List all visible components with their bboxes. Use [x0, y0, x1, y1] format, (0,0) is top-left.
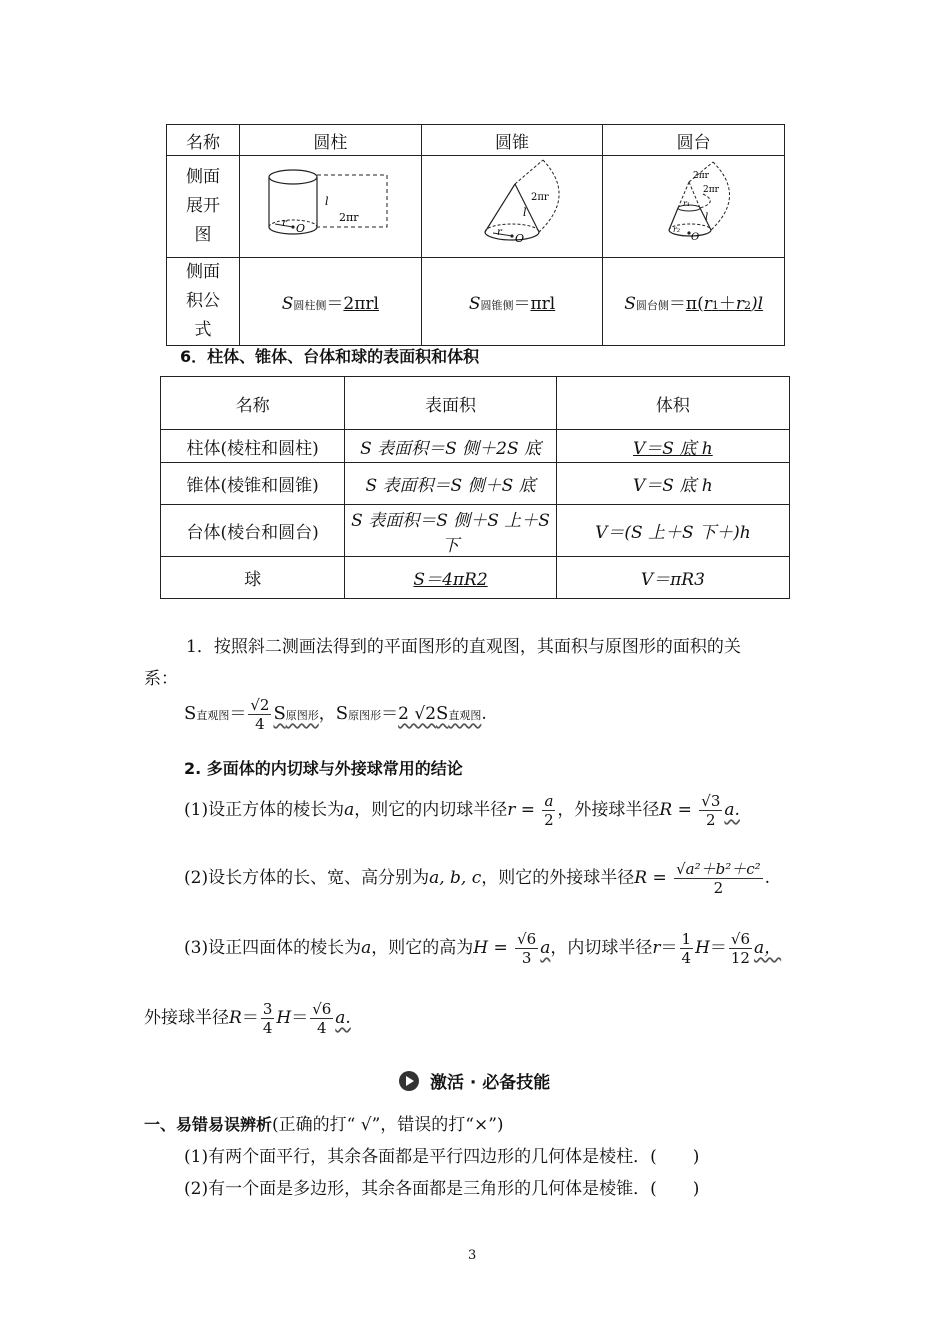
conclusion-3: (3)设正四面体的棱长为a，则它的高为H = $\frac{√6}{3}$ a，内切球半径r＝ $\frac{1}{4}$ H＝ $\frac{√6}{12}$ a，: [184, 930, 782, 967]
t2-header-name: 名称: [161, 377, 345, 430]
frus-2pir1-label: 2πr: [702, 185, 719, 195]
t2-row-prism-name: 柱体(棱柱和圆柱): [161, 430, 345, 463]
p1-area-formula: S直观图＝ $\frac{√2}{4}$ S原图形，S原图形＝2 √2S直观图.: [184, 696, 487, 733]
judge-title: 一、易错易误辨析: [144, 1115, 273, 1134]
cylinder-lateral-formula: S圆柱侧＝2πrl: [240, 258, 422, 346]
section6-title: 6．柱体、锥体、台体和球的表面积和体积: [180, 347, 480, 366]
t2-row-sphere-vol: V＝πR3: [556, 557, 789, 599]
judge-note: (正确的打“ √”，错误的打“×”): [272, 1115, 504, 1135]
t2-header-volume: 体积: [556, 377, 789, 430]
cylinder-unfold-figure: [240, 156, 422, 258]
conclusion-2: (2)设长方体的长、宽、高分别为a, b, c，则它的外接球半径R = $\frac{\text{√a²＋b²＋c²}}{2}$ .: [184, 860, 771, 897]
t2-row-frustum-vol: V＝(S 上＋S 下＋)h: [556, 505, 789, 557]
t1-header-frustum: 圆台: [603, 125, 785, 156]
t2-row-frustum-name: 台体(棱台和圆台): [161, 505, 345, 557]
cone-lateral-formula: S圆锥侧＝πrl: [421, 258, 603, 346]
frustum-unfold-figure: [603, 156, 785, 258]
t2-row-prism-sa: S 表面积＝S 侧＋2S 底: [345, 430, 556, 463]
frus-2pir2-label: 2πr: [692, 171, 709, 181]
t2-header-surface: 表面积: [345, 377, 556, 430]
cone-r-label: r: [497, 227, 502, 238]
frus-formula-answer: π(r1＋r2)l: [685, 294, 764, 314]
cyl-r-label: r: [282, 218, 288, 229]
t2-row-sphere-name: 球: [161, 557, 345, 599]
t1-header-cone: 圆锥: [421, 125, 603, 156]
page-number: 3: [468, 1248, 477, 1263]
frus-r1-label: r₁: [682, 199, 690, 208]
frustum-lateral-formula: S圆台侧＝π(r1＋r2)l: [603, 258, 785, 346]
cone-formula-answer: πrl: [530, 294, 556, 314]
cylinder-unfold-svg: [245, 159, 415, 249]
skills-title: 激活 · 必备技能: [430, 1073, 551, 1093]
question-2: (2)有一个面是多边形，其余各面都是三角形的几何体是棱锥．( ): [184, 1179, 700, 1199]
cone-o-label: O: [515, 232, 525, 245]
cone-2pir-label: 2πr: [531, 192, 549, 203]
t2-row-sphere-sa: S＝4πR2: [345, 557, 556, 599]
lateral-area-table: [166, 124, 785, 346]
skills-header: [398, 1068, 550, 1093]
t2-row-prism-vol: V＝S 底 h: [556, 430, 789, 463]
surface-volume-table: [160, 376, 790, 599]
t2-row-pyramid-vol: V＝S 底 h: [556, 463, 789, 505]
cone-unfold-svg: [427, 156, 597, 252]
conclusion-1: (1)设正方体的棱长为a，则它的内切球半径r = $\frac{a}{2}$ ，外接球半径R = $\frac{√3}{2}$ a.: [184, 792, 740, 829]
play-circle-icon: [398, 1070, 420, 1092]
t1-row-unfold-label: 侧面展开图: [167, 156, 240, 258]
conclusion-3-cont: 外接球半径R＝ $\frac{3}{4}$ H＝ $\frac{√6}{4}$ a.: [144, 1000, 351, 1037]
frus-r2-label: r₂: [672, 225, 680, 234]
t2-row-pyramid-sa: S 表面积＝S 侧＋S 底: [345, 463, 556, 505]
p1-line1: 1．按照斜二测画法得到的平面图形的直观图，其面积与原图形的面积的关: [186, 637, 741, 657]
cyl-2pir-label: 2πr: [339, 211, 359, 224]
frus-l-label: l: [704, 212, 708, 223]
cone-unfold-figure: [421, 156, 603, 258]
frus-o-label: O: [690, 232, 699, 243]
p2-title: 2. 多面体的内切球与外接球常用的结论: [184, 759, 463, 778]
t1-header-cylinder: 圆柱: [240, 125, 422, 156]
p1-line2: 系：: [144, 669, 178, 689]
t1-header-name: 名称: [167, 125, 240, 156]
t2-row-pyramid-name: 锥体(棱锥和圆锥): [161, 463, 345, 505]
cyl-o-label: O: [296, 222, 306, 235]
cyl-l-label: l: [325, 195, 329, 208]
t2-row-frustum-sa: S 表面积＝S 侧＋S 上＋S 下: [345, 505, 556, 557]
p1-frac: $\frac{√2}{4}$: [250, 696, 270, 733]
cyl-formula-answer: 2πrl: [343, 294, 379, 314]
judge-heading: [144, 1110, 504, 1135]
t1-row-formula-label: 侧面积公式: [167, 258, 240, 346]
cone-l-label: l: [523, 206, 527, 219]
frustum-unfold-svg: [609, 156, 779, 252]
question-1: (1)有两个面平行，其余各面都是平行四边形的几何体是棱柱．( ): [184, 1147, 700, 1167]
